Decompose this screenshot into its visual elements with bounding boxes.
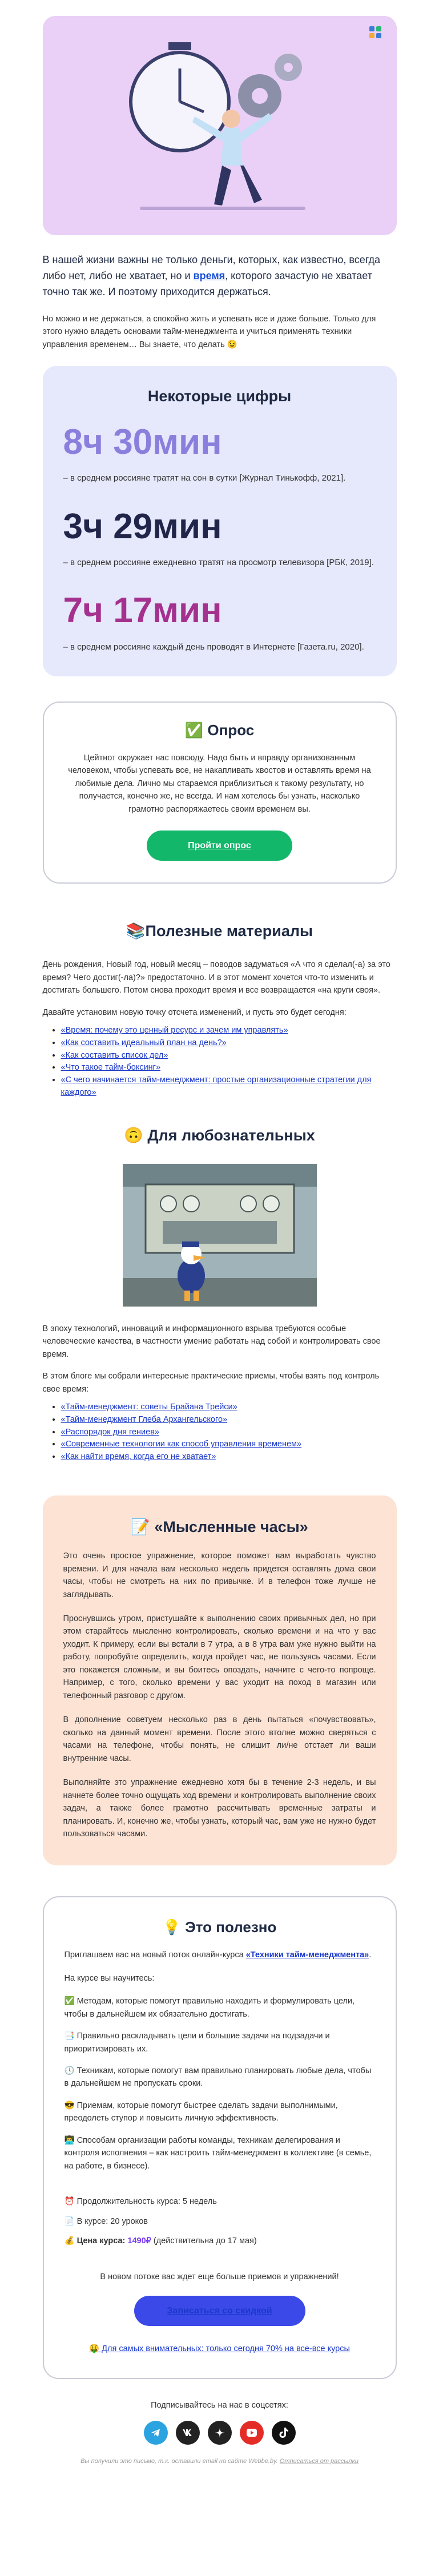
exercise-paragraph: Это очень простое упражнение, которое поможет вам выработать чувство времени. И для начала вам несколько недель придется оставлять дома свои часы, чтобы не смотреть на них по привычке. И в телефон тоже лучше не заглядывать. — [63, 1551, 376, 1599]
curious-link[interactable]: «Тайм-менеджмент: советы Брайана Трейси» — [61, 1402, 237, 1412]
list-item — [61, 1037, 397, 1050]
list-item — [61, 1050, 397, 1062]
materials-link-list — [43, 1025, 397, 1099]
list-item — [61, 1451, 397, 1464]
exercise-section — [43, 1495, 397, 1866]
course-benefit: ✅ Методам, которые помогут правильно находить и формулировать цели, чтобы в дальнейшем их обязательно достигать. — [64, 1997, 355, 2019]
course-benefit: 🕔 Техникам, которые помогут вам правильно планировать любые дела, чтобы в дальнейшем не пропускать сроки. — [64, 2066, 372, 2089]
social-icons — [43, 2421, 397, 2445]
course-more-text: В новом потоке вас ждет еще больше приемов и упражнений! — [100, 2272, 339, 2281]
list-item — [61, 1025, 397, 1037]
unsubscribe-link[interactable]: Отписаться от рассылки — [279, 2458, 359, 2465]
social-title: Подписывайтесь на нас в соцсетях: — [151, 2401, 288, 2410]
materials-link[interactable]: «Что такое тайм-боксинг» — [61, 1063, 161, 1073]
time-link[interactable]: время — [193, 269, 225, 281]
course-benefit: 📑 Правильно раскладывать цели и большие задачи на подзадачи и приоритизировать их. — [64, 2031, 330, 2054]
course-intro — [65, 1949, 375, 1961]
list-item — [61, 1074, 397, 1099]
course-intro-text: Приглашаем вас на новый поток онлайн-курса — [64, 1950, 246, 1960]
cartoon-duck-and-vintage-computer-image — [123, 1164, 317, 1307]
lead-paragraph — [43, 252, 397, 300]
course-promo-card — [43, 1896, 397, 2379]
stat-value-internet: 7ч 17мин — [63, 591, 222, 631]
stat-caption-sleep: – в среднем россияне тратят на сон в сутки [Журнал Тинькофф, 2021]. — [63, 473, 346, 483]
course-benefit: 👨‍💻 Способам организации работы команды, техникам делегирования и контроля исполнения – как настроить тайм-менеджмент в коллективе (в семье, на работе, в бизнесе). — [64, 2135, 372, 2171]
materials-title: 📚Полезные материалы — [126, 922, 313, 940]
curious-text-2: В этом блоге мы собрали интересные практические приемы, чтобы взять под контроль свое время: — [42, 1372, 380, 1394]
curious-link[interactable]: «Распорядок дня гениев» — [61, 1427, 159, 1437]
course-price: 1490₽ — [127, 2236, 151, 2246]
poll-title: ✅ Опрос — [184, 721, 255, 739]
tiktok-icon[interactable] — [272, 2421, 296, 2445]
youtube-icon[interactable] — [240, 2421, 264, 2445]
exercise-title: 📝 «Мысленные часы» — [131, 1518, 308, 1535]
curious-text: В эпоху технологий, инноваций и информационного взрыва требуются особые человеческие качества, в частности умение работать над собой и контролировать свое время. — [42, 1324, 381, 1359]
course-intro-end: . — [369, 1950, 372, 1960]
stat-value-tv: 3ч 29мин — [63, 506, 222, 546]
discount-line — [65, 2343, 375, 2355]
curious-link[interactable]: «Как найти время, когда его не хватает» — [61, 1452, 216, 1462]
lead-text-end: , которого зачастую не хватает точно так же. И поэтому приходится держаться. — [42, 269, 372, 297]
course-title: 💡 Это полезно — [162, 1918, 277, 1936]
materials-link[interactable]: «Как составить идеальный план на день?» — [61, 1038, 227, 1047]
footer — [43, 2457, 397, 2466]
stat-caption-internet: – в среднем россияне каждый день проводят в Интернете [Газета.ru, 2020]. — [63, 642, 364, 652]
dzen-icon[interactable] — [208, 2421, 232, 2445]
exercise-paragraph: В дополнение советуем несколько раз в день пытаться «почувствовать», сколько на данный момент времени. После этого втолне можно сверяться с часами на телефоне, чтобы понять, не слишит ли/не отстает ли ваши внутренние часы. — [63, 1715, 376, 1763]
stat-caption-tv: – в среднем россияне ежедневно тратят на просмотр телевизора [РБК, 2019]. — [63, 557, 374, 567]
exercise-paragraph: Проснувшись утром, пристушайте к выполнению своих привычных дел, но при этом старайтесь мысленно контролировать, сколько времени и на что у вас уходит. К примеру, если вы встали в 7 утра, а в 8 утра вам уже нужно выйти на работу, попробуйте определить, когда пройдет час, не пользуясь часами. Если это покажется сложным, и вы боитесь опоздать, начните с чего-то попроще. Например, с того, сколько времени у вас уходит на поход в магазин или телефонный разговор с другом. — [63, 1614, 376, 1700]
curious-link-list — [43, 1401, 397, 1464]
app-logo-icon — [367, 24, 384, 41]
intro-paragraph: Но можно и не держаться, а спокойно жить и успевать все и даже больше. Только для этого нужно владеть основами тайм-менеджмента и учиться применять техники управления временем… Вы знаете, что делать 😉 — [42, 314, 376, 349]
take-poll-button[interactable]: Пройти опрос — [147, 831, 292, 861]
course-price-line — [65, 2235, 375, 2247]
course-learn-heading: На курсе вы научитесь: — [64, 1973, 155, 1983]
vk-icon[interactable] — [176, 2421, 200, 2445]
materials-link[interactable]: «Время: почему это ценный ресурс и зачем им управлять» — [61, 1026, 288, 1035]
course-price-note: (действительна до 17 мая) — [151, 2236, 257, 2246]
list-item — [61, 1426, 397, 1439]
course-price-label: 💰 Цена курса: — [64, 2236, 128, 2246]
poll-card — [43, 702, 397, 884]
curious-link[interactable]: «Тайм-менеджмент Глеба Архангельского» — [61, 1414, 228, 1424]
vintage-computer-illustration — [123, 1164, 317, 1307]
course-duration: ⏰ Продолжительность курса: 5 недель — [64, 2197, 217, 2207]
course-lessons: 📄 В курсе: 20 уроков — [64, 2216, 148, 2226]
list-item — [61, 1414, 397, 1426]
materials-link[interactable]: «С чего начинается тайм-менеджмент: простые организационные стратегии для каждого» — [61, 1075, 372, 1097]
exercise-paragraph: Выполняйте это упражнение ежедневно хотя бы в течение 2-3 недель, и вы начнете более точно ощущать ход времени и контролировать выполнение своих задач, а также более грамотно рассчитывать временные затраты и планировать. И, конечно же, чтобы узнать, который час, вам уже не нужно будет пользоваться часами. — [63, 1778, 376, 1839]
list-item — [61, 1438, 397, 1451]
stat-value-sleep: 8ч 30мин — [63, 422, 222, 462]
list-item — [61, 1062, 397, 1074]
stats-title: Некоторые цифры — [147, 388, 292, 405]
footer-text: Вы получили это письмо, т.к. оставили email на сайте Webbe.by. — [80, 2458, 280, 2465]
curious-title: 🙃 Для любознательных — [124, 1126, 315, 1144]
list-item — [61, 1401, 397, 1414]
course-link[interactable]: «Техники тайм-менеджмента» — [245, 1950, 369, 1960]
man-juggling-clock-and-gears-illustration — [43, 16, 397, 235]
materials-text: День рождения, Новый год, новый месяц – поводов задуматься «А что я сделал(-а) за это время? Чего достиг(-ла)?» предостаточно. И в этот момент хочется что-то изменить и достигать большего. Потом снова проходит время и все возвращается «на круги своя». — [42, 960, 390, 995]
course-benefit: 😎 Приемам, которые помогут быстрее сделать задачи выполнимыми, преодолеть ступор и повысить личную эффективность. — [64, 2101, 338, 2123]
hero-banner — [43, 16, 397, 235]
poll-text: Цейтнот окружает нас повсюду. Надо быть и вправду организованным человеком, чтобы успевать все, не накапливать хвостов и оставлять время на любимые дела. Лично мы стараемся приблизиться к такому результату, но получается, конечно же, не всегда. И нам хотелось бы узнать, насколько грамотно распоряжаетесь своим временем вы. — [68, 753, 371, 814]
stats-section — [43, 366, 397, 676]
all-courses-discount-link[interactable]: 🤑 Для самых внимательных: только сегодня 70% на все-все курсы — [89, 2344, 350, 2354]
content-column — [43, 16, 397, 2466]
enroll-discount-button[interactable]: Записаться со скидкой — [134, 2296, 305, 2326]
materials-link[interactable]: «Как составить список дел» — [61, 1050, 168, 1060]
lead-text-start: В нашей жизни важны не только деньги, которых, как известно, всегда либо нет, либо не хватает, но и — [42, 254, 381, 281]
curious-link[interactable]: «Современные технологии как способ управления временем» — [61, 1440, 302, 1449]
materials-text-2: Давайте установим новую точку отсчета изменений, и пусть это будет сегодня: — [42, 1007, 347, 1017]
telegram-icon[interactable] — [144, 2421, 168, 2445]
